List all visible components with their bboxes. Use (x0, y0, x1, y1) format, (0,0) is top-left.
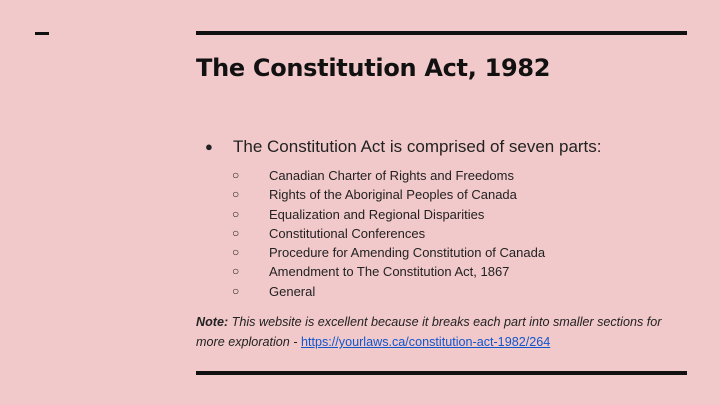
list-item-part (233, 185, 685, 204)
hollow-bullet-icon: ○ (232, 225, 240, 240)
part-label: Rights of the Aboriginal Peoples of Canada (269, 187, 517, 203)
list-item-part (233, 166, 685, 185)
main-bullet-list (205, 137, 685, 301)
part-label: Constitutional Conferences (269, 225, 426, 241)
note-paragraph (196, 312, 676, 352)
parts-list (233, 166, 685, 301)
hollow-bullet-icon: ○ (232, 245, 240, 260)
hollow-bullet-icon: ○ (232, 168, 240, 182)
list-item-part (233, 224, 685, 243)
list-item-part (233, 262, 685, 281)
top-rule-divider (196, 31, 687, 35)
hollow-bullet-icon: ○ (232, 264, 240, 279)
main-list-item (205, 137, 685, 301)
intro-text: The Constitution Act is comprised of seven parts: (233, 137, 602, 156)
hollow-bullet-icon: ○ (232, 206, 240, 221)
list-item-part (233, 282, 685, 301)
list-item-part (233, 205, 685, 224)
hollow-bullet-icon: ○ (232, 187, 240, 202)
list-item-part (233, 243, 685, 262)
filled-bullet-icon: ● (205, 139, 213, 154)
part-label: General (269, 283, 316, 299)
constitution-act-link[interactable]: https://yourlaws.ca/constitution-act-1982/264 (301, 335, 551, 349)
part-label: Equalization and Regional Disparities (269, 206, 485, 222)
part-label: Amendment to The Constitution Act, 1867 (269, 264, 510, 280)
hollow-bullet-icon: ○ (232, 283, 240, 298)
slide-title: The Constitution Act, 1982 (196, 54, 551, 82)
corner-dash-decoration (35, 32, 49, 35)
part-label: Canadian Charter of Rights and Freedoms (269, 168, 514, 183)
part-label: Procedure for Amending Constitution of Canada (269, 245, 546, 261)
note-text: This website is excellent because it breaks each part into smaller sections for more exploration - (196, 315, 662, 349)
bottom-rule-divider (196, 371, 687, 375)
note-label: Note: (196, 315, 229, 329)
